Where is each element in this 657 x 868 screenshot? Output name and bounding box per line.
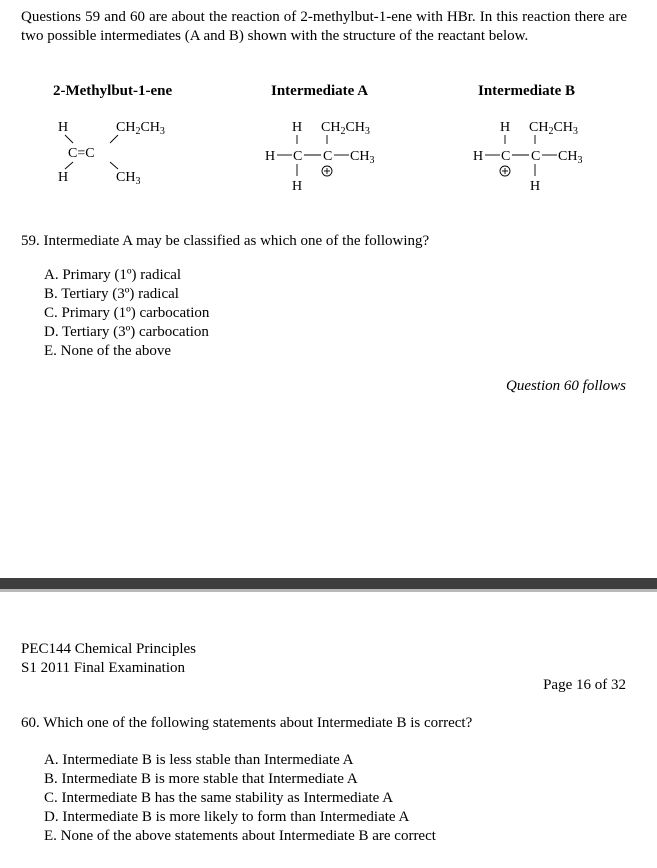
svg-text:H: H (530, 179, 541, 194)
svg-text:H: H (473, 149, 484, 164)
question-60: 60. Which one of the following statements about Intermediate B is correct? (21, 715, 473, 731)
intermediate-a-structure (260, 112, 410, 197)
option-b: B. Tertiary (3º) radical (44, 286, 179, 302)
option-e: E. None of the above statements about Intermediate B are correct (44, 828, 436, 844)
option-b: B. Intermediate B is more stable that Intermediate A (44, 771, 358, 787)
svg-text:CH3: $CH_3$ (558, 149, 583, 166)
question-60-options (44, 751, 436, 846)
intro-paragraph: Questions 59 and 60 are about the reaction of 2-methylbut-1-ene with HBr. In this reaction there are two possible intermediates (A and B) shown with the structure of the reactant below. (21, 9, 627, 44)
svg-text:H: H (265, 149, 276, 164)
exam-name: S1 2011 Final Examination (21, 660, 186, 676)
course-name: PEC144 Chemical Principles (21, 641, 196, 657)
svg-text:H: H (292, 120, 303, 135)
page-number: Page 16 of 32 (543, 677, 626, 693)
svg-text:H: H (58, 120, 69, 135)
option-e: E. None of the above (44, 343, 172, 359)
svg-text:CH2CH3: $CH_2CH_3$ (321, 120, 370, 137)
page-break-divider-shadow (0, 589, 657, 592)
svg-text:C: C (501, 149, 511, 164)
svg-text:CH2CH3: $CH_2CH_3$ (116, 120, 165, 137)
option-a: A. Intermediate B is less stable than Intermediate A (44, 752, 354, 768)
option-d: D. Intermediate B is more likely to form than Intermediate A (44, 809, 410, 825)
svg-text:C=C: C=C (68, 146, 95, 161)
question-59: 59. Intermediate A may be classified as which one of the following? (21, 233, 430, 249)
intermediate-b-heading: Intermediate B (478, 83, 576, 99)
option-d: D. Tertiary (3º) carbocation (44, 324, 209, 340)
reactant-structure (50, 112, 200, 192)
reactant-heading: 2-Methylbut-1-ene (53, 83, 173, 99)
svg-text:C: C (293, 149, 303, 164)
svg-text:C: C (531, 149, 541, 164)
question-59-options (44, 266, 209, 361)
svg-text:C: C (323, 149, 333, 164)
page-break-divider (0, 578, 657, 589)
option-a: A. Primary (1º) radical (44, 267, 182, 283)
intermediate-b-structure (468, 112, 618, 197)
svg-text:H: H (500, 120, 511, 135)
question-60-follows-note: Question 60 follows (505, 378, 626, 394)
intermediate-a-heading: Intermediate A (271, 83, 369, 99)
svg-text:CH2CH3: $CH_2CH_3$ (529, 120, 578, 137)
option-c: C. Intermediate B has the same stability as Intermediate A (44, 790, 394, 806)
page-footer (21, 640, 196, 678)
svg-text:CH3: $CH_3$ (350, 149, 375, 166)
svg-text:H: H (292, 179, 303, 194)
svg-text:CH3: $CH_3$ (116, 170, 141, 187)
option-c: C. Primary (1º) carbocation (44, 305, 210, 321)
svg-text:H: H (58, 170, 69, 185)
